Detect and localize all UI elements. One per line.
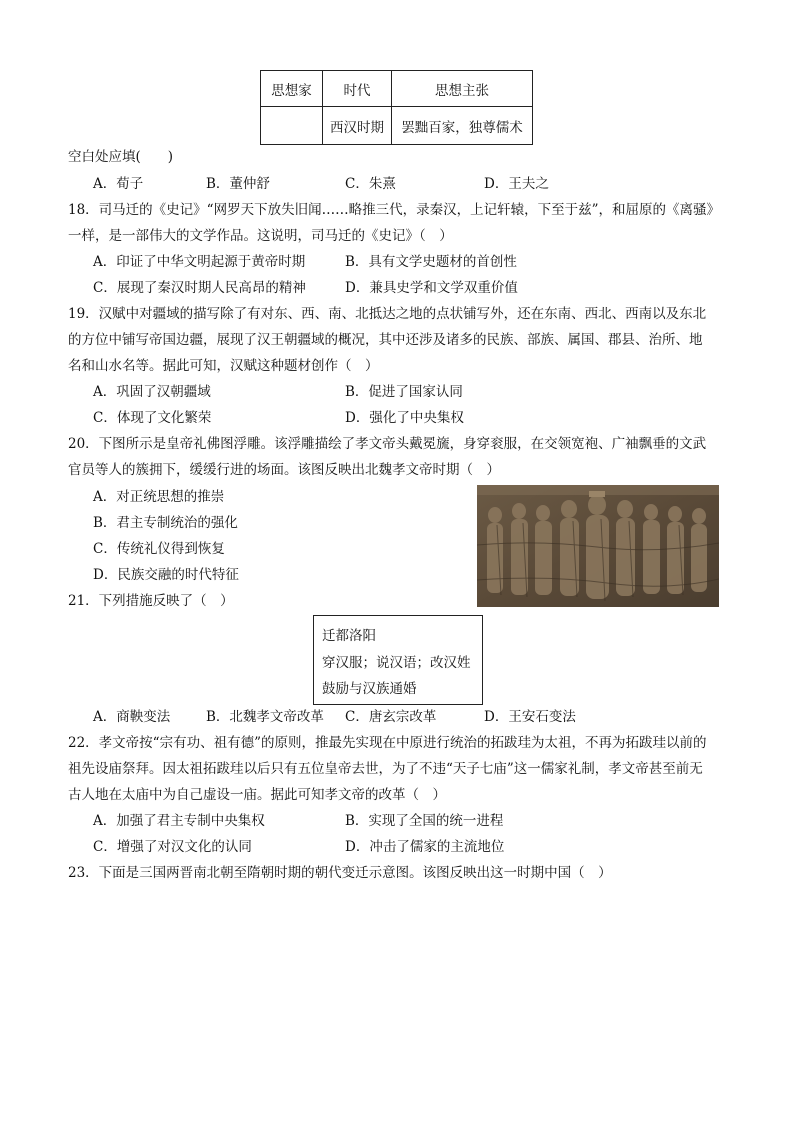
- option-b[interactable]: B．北魏孝文帝改革: [206, 709, 324, 725]
- table-header: 时代: [323, 71, 392, 107]
- option-a[interactable]: A．加强了君主专制中央集权: [93, 813, 265, 829]
- option-b[interactable]: B．董仲舒: [206, 176, 270, 192]
- question-17-stem: 空白处应填( ): [68, 149, 174, 165]
- relief-image: [477, 485, 719, 607]
- measures-box: [313, 615, 483, 705]
- option-d[interactable]: D．兼具史学和文学双重价值: [345, 280, 518, 296]
- option-d[interactable]: D．王安石变法: [484, 709, 576, 725]
- option-b[interactable]: B．促进了国家认同: [345, 384, 463, 400]
- option-b[interactable]: B．实现了全国的统一进程: [345, 813, 504, 829]
- measure-item: 迁都洛阳: [322, 628, 376, 644]
- question-18-line-1: 18．司马迁的《史记》“网罗天下放失旧闻……略推三代，录秦汉，上记轩辕，下至于兹”，和屈原的《离骚》: [68, 202, 720, 218]
- option-a[interactable]: A．印证了中华文明起源于黄帝时期: [93, 254, 306, 270]
- measure-item: 穿汉服；说汉语；改汉姓: [322, 655, 471, 671]
- option-c[interactable]: C．唐玄宗改革: [345, 709, 437, 725]
- table-header: 思想家: [261, 71, 323, 107]
- question-22-line-2: 祖先设庙祭拜。因太祖拓跋珪以后只有五位皇帝去世，为了不违“天子七庙”这一儒家礼制，孝文帝甚至前无: [68, 761, 703, 777]
- table-cell: 罢黜百家，独尊儒术: [392, 107, 533, 145]
- question-23-stem: 23．下面是三国两晋南北朝至隋朝时期的朝代变迁示意图。该图反映出这一时期中国（ ）: [68, 865, 612, 881]
- question-20-line-2: 官员等人的簇拥下，缓缓行进的场面。该图反映出北魏孝文帝时期（ ）: [68, 462, 500, 478]
- option-b[interactable]: B．君主专制统治的强化: [93, 515, 238, 531]
- question-22-line-3: 古人地在太庙中为自己虚设一庙。据此可知孝文帝的改革（ ）: [68, 787, 446, 803]
- option-a[interactable]: A．荀子: [93, 176, 144, 192]
- question-19-line-2: 的方位中铺写帝国边疆，展现了汉王朝疆域的概况，其中还涉及诸多的民族、部族、属国、郡县、治所、地: [68, 332, 703, 348]
- option-a[interactable]: A．巩固了汉朝疆域: [93, 384, 211, 400]
- measure-item: 鼓励与汉族通婚: [322, 681, 417, 697]
- table-cell: [261, 107, 323, 145]
- table-cell: 西汉时期: [323, 107, 392, 145]
- table-header: 思想主张: [392, 71, 533, 107]
- question-19-line-3: 名和山水名等。据此可知，汉赋这种题材创作（ ）: [68, 358, 379, 374]
- option-c[interactable]: C．体现了文化繁荣: [93, 410, 212, 426]
- option-d[interactable]: D．王夫之: [484, 176, 549, 192]
- option-c[interactable]: C．朱熹: [345, 176, 396, 192]
- thinker-table: [260, 70, 533, 145]
- option-c[interactable]: C．展现了秦汉时期人民高昂的精神: [93, 280, 306, 296]
- option-c[interactable]: C．传统礼仪得到恢复: [93, 541, 225, 557]
- option-d[interactable]: D．冲击了儒家的主流地位: [345, 839, 505, 855]
- option-c[interactable]: C．增强了对汉文化的认同: [93, 839, 252, 855]
- option-d[interactable]: D．强化了中央集权: [345, 410, 464, 426]
- question-21-stem: 21．下列措施反映了（ ）: [68, 593, 234, 609]
- option-a[interactable]: A．对正统思想的推崇: [93, 489, 225, 505]
- question-22-line-1: 22．孝文帝按“宗有功、祖有德”的原则，推最先实现在中原进行统治的拓跋珪为太祖，不再为拓跋珪以前的: [68, 735, 707, 751]
- option-a[interactable]: A．商鞅变法: [93, 709, 171, 725]
- question-19-line-1: 19．汉赋中对疆域的描写除了有对东、西、南、北抵达之地的点状铺写外，还在东南、西北、西南以及东北: [68, 306, 707, 322]
- option-d[interactable]: D．民族交融的时代特征: [93, 567, 239, 583]
- option-b[interactable]: B．具有文学史题材的首创性: [345, 254, 517, 270]
- question-20-line-1: 20．下图所示是皇帝礼佛图浮雕。该浮雕描绘了孝文帝头戴冕旒，身穿衮服，在交领宽袍、广袖飘垂的文武: [68, 436, 707, 452]
- question-18-line-2: 一样，是一部伟大的文学作品。这说明，司马迁的《史记》（ ）: [68, 228, 453, 244]
